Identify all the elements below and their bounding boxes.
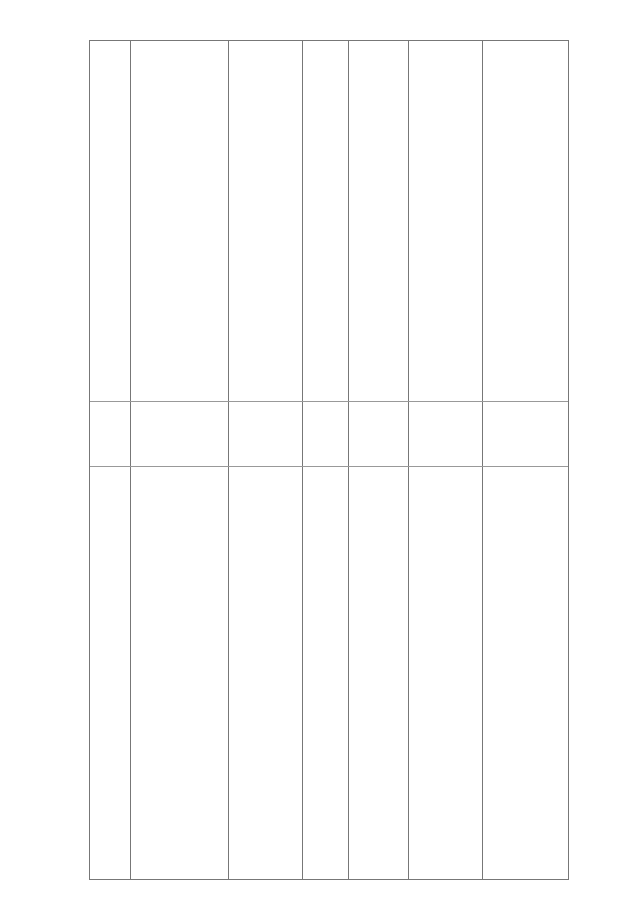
table-column-divider [302,41,303,879]
table-column-divider [228,41,229,879]
table-frame [89,40,569,880]
table-row-divider [90,466,568,467]
table-column-divider [130,41,131,879]
table-column-divider [482,41,483,879]
table-column-divider [408,41,409,879]
table-column-divider [348,41,349,879]
table-row-divider [90,401,568,402]
